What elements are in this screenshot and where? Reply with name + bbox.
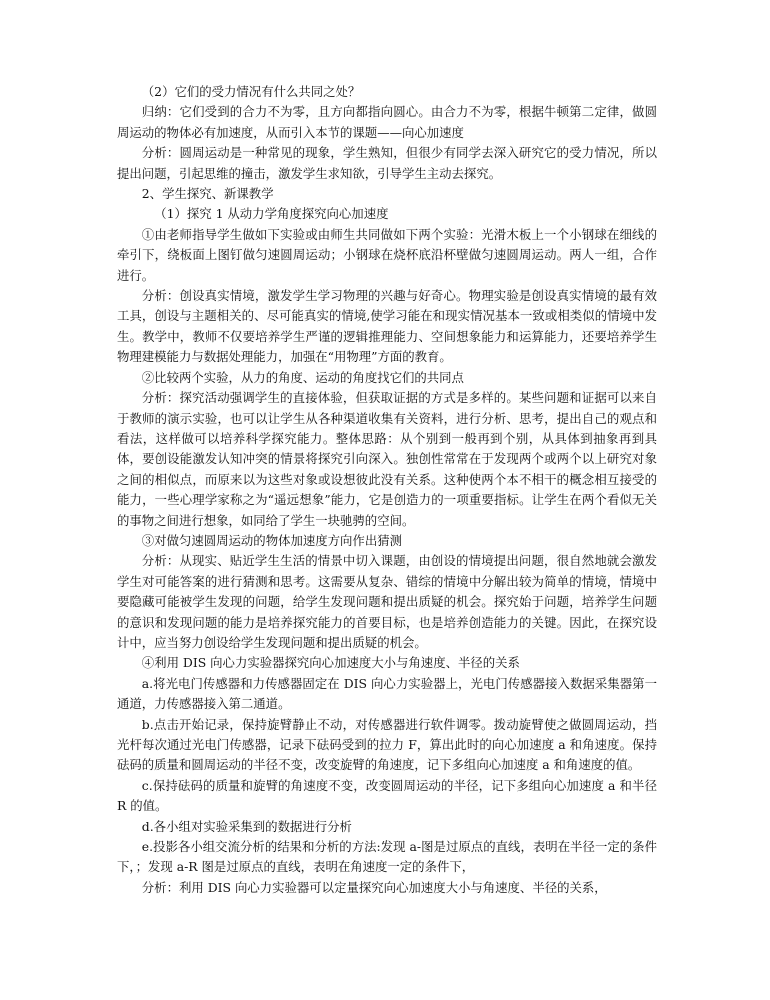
- procedure-d-paragraph: d.各小组对实验采集到的数据进行分析: [141, 818, 352, 834]
- analysis-paragraph-2: 分析：创设真实情境，激发学生学习物理的兴趣与好奇心。物理实验是创设真实情境的最有效工具，创设与主题相关的、尽可能真实的情境,使学习能在和现实情况基本一致或相类似的情境中发生。教学中，教师不仅要培养学生严谨的逻辑推理能力、空间想象能力和运算能力，还要培养学生物理建模能力与数据处理能力，加强在“用物理”方面的教育。: [117, 288, 657, 365]
- procedure-a-paragraph: a.将光电门传感器和力传感器固定在 DIS 向心力实验器上，光电门传感器接入数据采集器第一通道，力传感器接入第二通道。: [117, 675, 657, 712]
- step-3-paragraph: ③对做匀速圆周运动的物体加速度方向作出猜测: [141, 532, 402, 548]
- procedure-b-paragraph: b.点击开始记录，保持旋臂静止不动，对传感器进行软件调零。拨动旋臂使之做圆周运动，挡光杆每次通过光电门传感器，记录下砝码受到的拉力 F，算出此时的向心加速度 a 和角速度。保持砝码的质量和圆周运动的半径不变，改变旋臂的角速度，记下多组向心加速度 a 和角速度的值。: [117, 716, 657, 773]
- analysis-paragraph-3: 分析：探究活动强调学生的直接体验，但获取证据的方式是多样的。某些问题和证据可以来自于教师的演示实验，也可以让学生从各种渠道收集有关资料，进行分析、思考，提出自己的观点和看法，这样做可以培养科学探究能力。整体思路：从个别到一般再到个别，从具体到抽象再到具体，要创设能激发认知冲突的情景将探究引向深入。独创性常常在于发现两个或两个以上研究对象之间的相似点，而原来以为这些对象或设想彼此没有关系。这种使两个本不相干的概念相互接受的能力，一些心理学家称之为“遥远想象”能力，它是创造力的一项重要指标。让学生在两个看似无关的事物之间进行想象，如同给了学生一块驰骋的空间。: [117, 390, 657, 528]
- document-page: [117, 82, 657, 898]
- procedure-e-paragraph: e.投影各小组交流分析的结果和分析的方法:发现 a-图是过原点的直线，表明在半径一定的条件下，；发现 a-R 图是过原点的直线，表明在角速度一定的条件下，: [117, 839, 657, 875]
- question-2-line: （2）它们的受力情况有什么共同之处？: [141, 84, 361, 99]
- step-2-paragraph: ②比较两个实验，从力的角度、运动的角度找它们的共同点: [141, 369, 464, 385]
- analysis-paragraph-1: 分析：圆周运动是一种常见的现象，学生熟知，但很少有同学去深入研究它的受力情况，所以提出问题，引起思维的撞击，激发学生求知欲，引导学生主动去探究。: [117, 145, 657, 181]
- step-4-paragraph: ④利用 DIS 向心力实验器探究向心加速度大小与角速度、半径的关系: [141, 655, 520, 671]
- step-1-paragraph: ①由老师指导学生做如下实验或由师生共同做如下两个实验：光滑木板上一个小钢球在细线的牵引下，绕板面上图钉做匀速圆周运动；小钢球在烧杯底沿杯壁做匀速圆周运动。两人一组，合作进行。: [117, 226, 657, 283]
- subsection-heading-explore-1: （1）探究 1 从动力学角度探究向心加速度: [154, 206, 389, 222]
- section-heading-2: 2、学生探究、新课教学: [141, 186, 274, 202]
- summary-paragraph: 归纳：它们受到的合力不为零，且方向都指向圆心。由合力不为零，根据牛顿第二定律，做圆周运动的物体必有加速度，从而引入本节的课题——向心加速度: [117, 104, 657, 140]
- analysis-paragraph-4: 分析：从现实、贴近学生生活的情景中切入课题，由创设的情境提出问题，很自然地就会激发学生对可能答案的进行猜测和思考。这需要从复杂、错综的情境中分解出较为简单的情境，情境中要隐藏可能被学生发现的问题，给学生发现问题和提出质疑的机会。探究始于问题，培养学生问题的意识和发现问题的能力是培养探究能力的首要目标，也是培养创造能力的关键。因此，在探究设计中，应当努力创设给学生发现问题和提出质疑的机会。: [117, 553, 657, 650]
- analysis-paragraph-5: 分析：利用 DIS 向心力实验器可以定量探究向心加速度大小与角速度、半径的关系，: [141, 879, 607, 895]
- procedure-c-paragraph: c.保持砝码的质量和旋臂的角速度不变，改变圆周运动的半径，记下多组向心加速度 a 和半径 R 的值。: [117, 777, 657, 814]
